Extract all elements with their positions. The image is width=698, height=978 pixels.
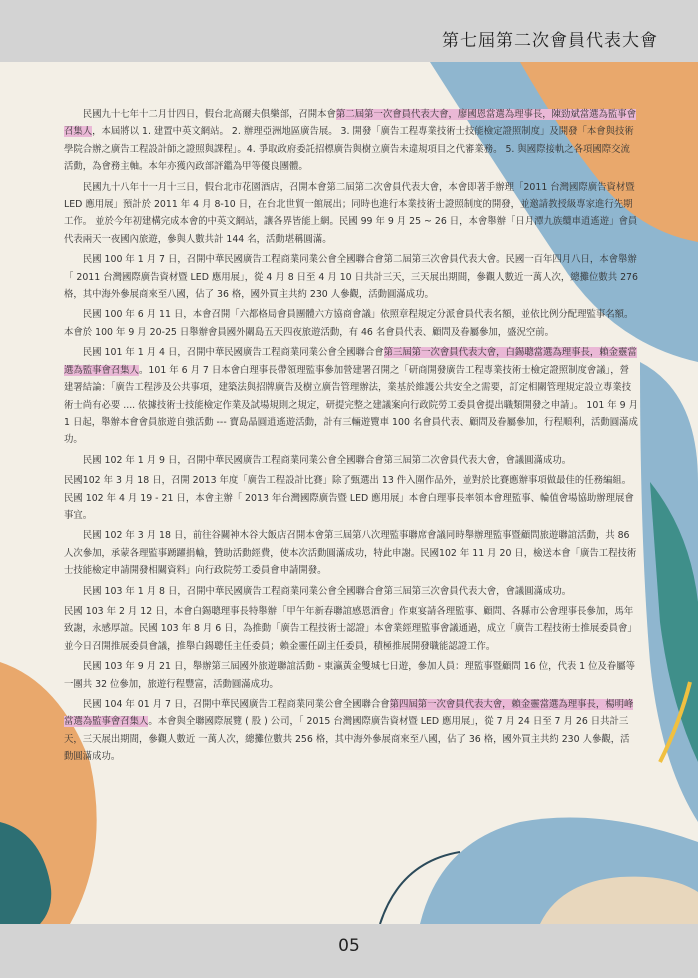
header-bar	[0, 0, 698, 62]
paragraph	[64, 106, 638, 176]
paragraph-text: 民國 101 年 1 月 4 日，召開中華民國廣告工程商業同業公會全國聯合會	[82, 347, 384, 359]
paragraph-text: 。101 年 6 月 7 日本會白理事長帶領理監事參加營建署召開之「研商開發廣告工程專業技術士檢定證照制度會議」，營建署結論：「廣告工程涉及公共事項，建築法與招牌廣告及樹立廣告管理辦法，業基於維護公共安全之需要，訂定相關管理規定設立專業技術士尚有必要 .... 依據技術士技能檢定作業及試場規則之規定，研提完整之建議案向行政院勞工委員會提出職類開發之申請」。 101 年 9 月 1 日起，舉辦本會會員旅遊自強活動 --- 寶島晶圓逍遙遊活動，計有三輛遊覽車 100 名會員代表、顧問及眷屬參加，行程順利，活動圓滿成功。	[64, 364, 638, 446]
paragraph-text: 民國 100 年 6 月 11 日，本會召開「六都格局會員團體六方協商會議」依照章程規定分派會員代表名額，並依比例分配理監事名額。本會於 100 年 9 月 20-25 日舉辦會員國外關島五天四夜旅遊活動，有 46 名會員代表、顧問及眷屬參加，盛況空前。	[64, 309, 634, 338]
paragraph-text: 。本會與全聯國際展覽 ( 股 ) 公司，「 2015 台灣國際廣告資材暨 LED 應用展」，從 7 月 24 日至 7 月 26 日共計三天，三天展出期間，參觀人數近 一萬人次，總攤位數共 256 格，其中海外參展商來至八國，佔了 36 格，國外買主共約 230 人參觀，活動圓滿成功。	[64, 716, 630, 763]
highlighted-text: 第二屆第一次會員代表大會，廖國恩當選為理事長，陳勁斌當選為監事會召集人	[64, 109, 636, 138]
paragraph	[64, 583, 638, 600]
article-body	[64, 106, 638, 769]
paragraph	[64, 251, 638, 303]
paragraph	[64, 527, 638, 579]
paragraph-text: 民國 102 年 1 月 9 日，召開中華民國廣告工程商業同業公會全國聯合會第三屆第二次會員代表大會，會議圓滿成功。	[82, 454, 572, 466]
highlighted-text: 第四屆第一次會員代表大會，賴金靈當選為理事長，楊明峰當選為監事會召集人	[64, 699, 634, 728]
paragraph-text: 民國 103 年 2 月 12 日，本會白錫聰理事長特舉辦「甲午年新春聯誼感恩酒會」作東宴請各理監事、顧問、各縣市公會理事長參加，馬年致謝，永感厚誼。民國 103 年 8 月 6 日，為推動「廣告工程技術士認證」本會業經理監事會議通過，成立「廣告工程技術士推展委員會」並今日召開推展委員會議，推舉白錫聰任主任委員；賴金靈任副主任委員，積極推展開發職能認證工作。	[64, 605, 637, 652]
paragraph	[64, 344, 638, 448]
document-title: 第七屆第二次會員代表大會	[442, 31, 658, 51]
paragraph-text: 民國九十八年十一月十三日，假台北市花園酒店，召開本會第二屆第二次會員代表大會，本會即著手辦理「2011 台灣國際廣告資材暨 LED 應用展」預計於 2011 年 4 月 8-10 日，在台北世貿一館展出；同時也進行本業技術士證照制度的開發，並邀請教授級專家進行先期工作。 並於今年初建構完成本會的中英文網站，讓各界皆能上網。民國 99 年 9 月 25 ~ 26 日，本會舉辦「日月潭九族纜車逍遙遊」會員代表兩天一夜國內旅遊，參與人數共計 144 名，活動堪稱圓滿。	[64, 181, 638, 245]
paragraph-text: 民國 103 年 9 月 21 日，舉辦第三屆國外旅遊聯誼活動 - 東瀛黃金雙城七日遊，參加人員：理監事暨顧問 16 位，代表 1 位及眷屬等一團共 32 位參加，旅遊行程豐富，活動圓滿成功。	[64, 661, 636, 690]
paragraph-text: ，本屆將以 1. 建置中英文網站。 2. 辦理亞洲地區廣告展。 3. 開發「廣告工程專業技術士技能檢定證照制度」及開發「本會與技術學院合辦之廣告工程設計師之證照與課程」。4. 爭取政府委託招標廣告與樹立廣告未違規項目之代審業務。 5. 與國際接軌之各項國際交流活動，為會務主軸。本年亦獲內政部評鑑為甲等優良團體。	[64, 126, 634, 173]
paragraph-text: 民國 100 年 1 月 7 日，召開中華民國廣告工程商業同業公會全國聯合會第二屆第三次會員代表大會。民國一百年四月八日，本會舉辦「 2011 台灣國際廣告資材暨 LED 應用展」，從 4 月 8 日至 4 月 10 日共計三天，三天展出期間，參觀人數近一萬人次，總攤位數共 276 格，其中海外參展商來至八國，佔了 36 格，國外買主共約 230 人參觀，活動圓滿成功。	[64, 254, 638, 301]
paragraph	[64, 179, 638, 249]
paragraph-text: 民國九十七年十二月廿四日，假台北高爾夫俱樂部，召開本會	[82, 109, 336, 120]
page-number: 05	[338, 936, 360, 956]
paragraph	[64, 658, 638, 693]
paragraph-text: 民國 102 年 3 月 18 日，前往谷關神木谷大飯店召開本會第三屆第八次理監事聯席會議同時舉辦理監事暨顧問旅遊聯誼活動，共 86 人次參加，承蒙各理監事踴躍捐輸，贊助活動經費，使本次活動圓滿成功，特此申謝。民國102 年 11 月 20 日，檢送本會「廣告工程技術士技能檢定申請開發相關資料」向行政院勞工委員會申請開發。	[64, 530, 637, 577]
paragraph-text: 民國102 年 3 月 18 日，召開 2013 年度「廣告工程設計比賽」除了甄選出 13 件入圍作品外，並對於比賽應辦事項做最佳的任務編組。民國 102 年 4 月 19 - 21 日，本會主辦「 2013 年台灣國際廣告暨 LED 應用展」本會白理事長率領本會理監事、輪值會場協助辦理展會事宜。	[64, 475, 634, 521]
paragraph	[64, 452, 638, 469]
paragraph	[64, 696, 638, 766]
paragraph	[64, 472, 638, 524]
paragraph	[64, 603, 638, 655]
paragraph-text: 民國 104 年 01 月 7 日，召開中華民國廣告工程商業同業公會全國聯合會	[82, 699, 390, 710]
footer-bar	[0, 924, 698, 978]
paragraph-text: 民國 103 年 1 月 8 日，召開中華民國廣告工程商業同業公會全國聯合會第三屆第三次會員代表大會，會議圓滿成功。	[82, 585, 572, 597]
highlighted-text: 第三屆第一次會員代表大會，白錫聰當選為理事長，賴金靈當選為監事會召集人	[64, 347, 637, 376]
paragraph	[64, 306, 638, 341]
